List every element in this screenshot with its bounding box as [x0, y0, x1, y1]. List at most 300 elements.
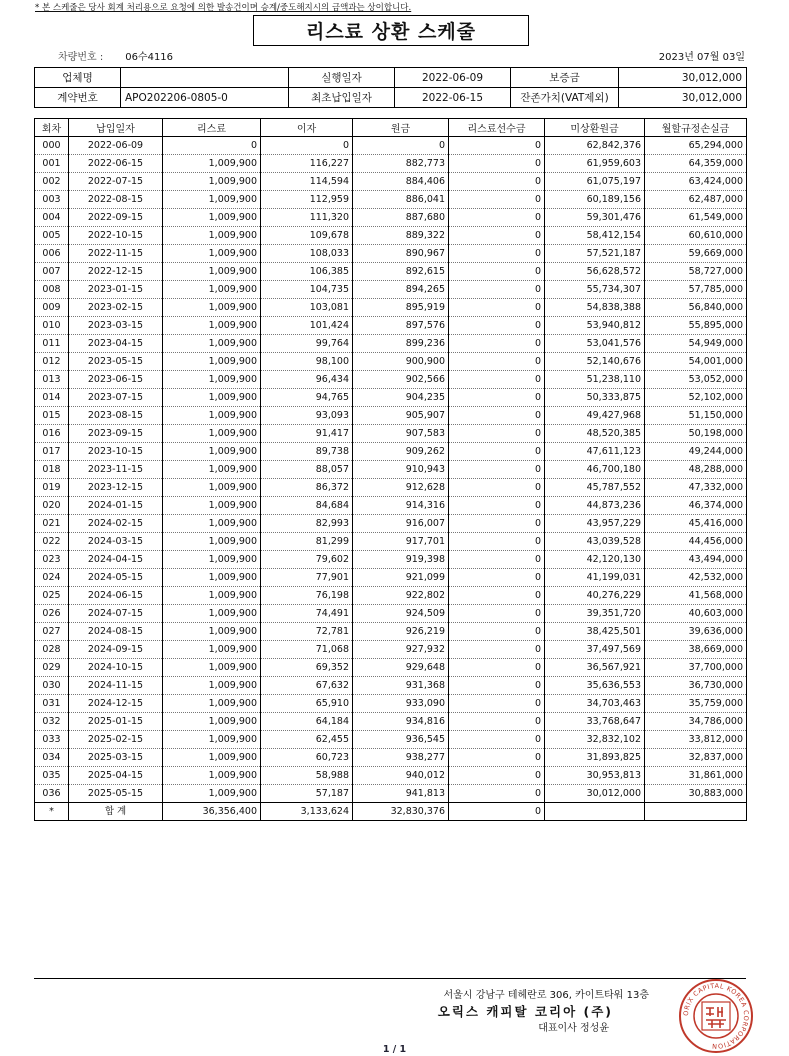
- cell-interest: 93,093: [261, 407, 353, 425]
- cell-unpaid: 59,301,476: [545, 209, 645, 227]
- table-row: [35, 731, 747, 749]
- cell-principal: 938,277: [353, 749, 449, 767]
- cell-principal: 934,816: [353, 713, 449, 731]
- table-row: [35, 695, 747, 713]
- cell-round: 022: [35, 533, 69, 551]
- cell-loss: 50,198,000: [645, 425, 747, 443]
- cell-loss: 45,416,000: [645, 515, 747, 533]
- page-number: 1 / 1: [382, 1044, 407, 1055]
- cell-pay-date: 2022-06-09: [69, 137, 163, 155]
- cell-round: 033: [35, 731, 69, 749]
- table-row: [35, 569, 747, 587]
- cell-advance: 0: [449, 461, 545, 479]
- cell-interest: 69,352: [261, 659, 353, 677]
- cell-lease-fee: 1,009,900: [163, 281, 261, 299]
- cell-interest: 99,764: [261, 335, 353, 353]
- cell-advance: 0: [449, 479, 545, 497]
- cell-advance: 0: [449, 497, 545, 515]
- cell-round: 032: [35, 713, 69, 731]
- cell-principal: 892,615: [353, 263, 449, 281]
- cell-loss: 35,759,000: [645, 695, 747, 713]
- table-row: [35, 641, 747, 659]
- cell-unpaid: 37,497,569: [545, 641, 645, 659]
- cell-principal: 900,900: [353, 353, 449, 371]
- cell-lease-fee: 1,009,900: [163, 497, 261, 515]
- cell-principal: 924,509: [353, 605, 449, 623]
- cell-interest: 104,735: [261, 281, 353, 299]
- residual-value: 30,012,000: [619, 88, 747, 108]
- cell-advance: 0: [449, 623, 545, 641]
- cell-round: 034: [35, 749, 69, 767]
- cell-lease-fee: 1,009,900: [163, 641, 261, 659]
- cell-round: 008: [35, 281, 69, 299]
- cell-unpaid: 30,012,000: [545, 785, 645, 803]
- cell-pay-date: 2025-03-15: [69, 749, 163, 767]
- cell-loss: 60,610,000: [645, 227, 747, 245]
- cell-loss: 33,812,000: [645, 731, 747, 749]
- cell-interest: 94,765: [261, 389, 353, 407]
- cell-interest: 96,434: [261, 371, 353, 389]
- table-row: [35, 713, 747, 731]
- cell-unpaid: 39,351,720: [545, 605, 645, 623]
- cell-principal: 907,583: [353, 425, 449, 443]
- cell-loss: 44,456,000: [645, 533, 747, 551]
- cell-advance: 0: [449, 371, 545, 389]
- cell-loss: 36,730,000: [645, 677, 747, 695]
- first-pay-label: 최초납입일자: [289, 88, 395, 108]
- cell-pay-date: 2024-11-15: [69, 677, 163, 695]
- cell-unpaid: 36,567,921: [545, 659, 645, 677]
- table-row: [35, 785, 747, 803]
- cell-unpaid: 57,521,187: [545, 245, 645, 263]
- ceo-name: 대표이사 정성윤: [538, 1023, 609, 1034]
- table-row: [35, 425, 747, 443]
- col-header-loss: 월할규정손실금: [645, 119, 747, 137]
- cell-pay-date: 2025-05-15: [69, 785, 163, 803]
- cell-advance: 0: [449, 659, 545, 677]
- cell-unpaid: 33,768,647: [545, 713, 645, 731]
- cell-unpaid: 32,832,102: [545, 731, 645, 749]
- cell-pay-date: 2024-12-15: [69, 695, 163, 713]
- cell-round: 003: [35, 191, 69, 209]
- cell-loss: 51,150,000: [645, 407, 747, 425]
- cell-advance: 0: [449, 281, 545, 299]
- cell-interest: 106,385: [261, 263, 353, 281]
- cell-lease-fee: 1,009,900: [163, 767, 261, 785]
- cell-pay-date: 2023-03-15: [69, 317, 163, 335]
- cell-interest: 89,738: [261, 443, 353, 461]
- cell-unpaid: 53,940,812: [545, 317, 645, 335]
- cell-lease-fee: 1,009,900: [163, 695, 261, 713]
- cell-principal: 927,932: [353, 641, 449, 659]
- cell-lease-fee: 1,009,900: [163, 263, 261, 281]
- cell-pay-date: 2025-02-15: [69, 731, 163, 749]
- cell-round: 006: [35, 245, 69, 263]
- cell-unpaid: 53,041,576: [545, 335, 645, 353]
- cell-lease-fee: 1,009,900: [163, 587, 261, 605]
- table-row: [35, 623, 747, 641]
- col-header-advance: 리스료선수금: [449, 119, 545, 137]
- cell-lease-fee: 1,009,900: [163, 461, 261, 479]
- cell-pay-date: 2023-07-15: [69, 389, 163, 407]
- col-header-principal: 원금: [353, 119, 449, 137]
- table-row: [35, 605, 747, 623]
- cell-pay-date: 2024-09-15: [69, 641, 163, 659]
- cell-unpaid: 56,628,572: [545, 263, 645, 281]
- cell-principal: 914,316: [353, 497, 449, 515]
- table-row: [35, 263, 747, 281]
- cell-round: 027: [35, 623, 69, 641]
- cell-interest: 71,068: [261, 641, 353, 659]
- cell-principal: 929,648: [353, 659, 449, 677]
- cell-principal: 936,545: [353, 731, 449, 749]
- cell-loss: 57,785,000: [645, 281, 747, 299]
- cell-principal: 889,322: [353, 227, 449, 245]
- table-row: [35, 137, 747, 155]
- cell-interest: 98,100: [261, 353, 353, 371]
- table-row: [35, 551, 747, 569]
- cell-loss: 65,294,000: [645, 137, 747, 155]
- company-address: 서울시 강남구 테헤란로 306, 카이트타워 13층: [443, 990, 649, 1001]
- cell-round: 016: [35, 425, 69, 443]
- cell-lease-fee: 1,009,900: [163, 155, 261, 173]
- cell-pay-date: 2023-08-15: [69, 407, 163, 425]
- schedule-table: [34, 118, 747, 821]
- cell-advance: 0: [449, 353, 545, 371]
- total-cell-principal: 32,830,376: [353, 803, 449, 821]
- cell-advance: 0: [449, 173, 545, 191]
- vehicle-number: [58, 48, 173, 63]
- cell-lease-fee: 1,009,900: [163, 191, 261, 209]
- cell-round: 011: [35, 335, 69, 353]
- cell-interest: 103,081: [261, 299, 353, 317]
- cell-principal: 919,398: [353, 551, 449, 569]
- cell-loss: 64,359,000: [645, 155, 747, 173]
- vehicle-value: 06수4116: [125, 52, 174, 63]
- cell-pay-date: 2024-05-15: [69, 569, 163, 587]
- cell-advance: 0: [449, 641, 545, 659]
- cell-round: 023: [35, 551, 69, 569]
- cell-interest: 88,057: [261, 461, 353, 479]
- cell-unpaid: 31,893,825: [545, 749, 645, 767]
- total-cell-pay-date: 합 계: [69, 803, 163, 821]
- cell-round: 026: [35, 605, 69, 623]
- cell-pay-date: 2023-10-15: [69, 443, 163, 461]
- cell-pay-date: 2024-02-15: [69, 515, 163, 533]
- cell-pay-date: 2023-02-15: [69, 299, 163, 317]
- cell-interest: 101,424: [261, 317, 353, 335]
- table-row: [35, 461, 747, 479]
- table-row: [35, 497, 747, 515]
- cell-loss: 63,424,000: [645, 173, 747, 191]
- col-header-pay-date: 납입일자: [69, 119, 163, 137]
- schedule-body: [35, 137, 747, 821]
- cell-pay-date: 2024-08-15: [69, 623, 163, 641]
- cell-unpaid: 40,276,229: [545, 587, 645, 605]
- cell-interest: 108,033: [261, 245, 353, 263]
- cell-pay-date: 2024-06-15: [69, 587, 163, 605]
- cell-lease-fee: 1,009,900: [163, 209, 261, 227]
- cell-round: 017: [35, 443, 69, 461]
- cell-pay-date: 2024-04-15: [69, 551, 163, 569]
- cell-unpaid: 50,333,875: [545, 389, 645, 407]
- col-header-lease-fee: 리스료: [163, 119, 261, 137]
- cell-interest: 60,723: [261, 749, 353, 767]
- table-row: [35, 443, 747, 461]
- table-row: [35, 533, 747, 551]
- contract-info-table: [34, 67, 747, 108]
- cell-interest: 67,632: [261, 677, 353, 695]
- cell-lease-fee: 1,009,900: [163, 353, 261, 371]
- cell-round: 010: [35, 317, 69, 335]
- cell-loss: 42,532,000: [645, 569, 747, 587]
- cell-pay-date: 2023-05-15: [69, 353, 163, 371]
- cell-unpaid: 51,238,110: [545, 371, 645, 389]
- cell-pay-date: 2022-08-15: [69, 191, 163, 209]
- cell-unpaid: 34,703,463: [545, 695, 645, 713]
- cell-round: 012: [35, 353, 69, 371]
- cell-advance: 0: [449, 263, 545, 281]
- cell-unpaid: 46,700,180: [545, 461, 645, 479]
- cell-interest: 81,299: [261, 533, 353, 551]
- cell-lease-fee: 1,009,900: [163, 317, 261, 335]
- cell-loss: 58,727,000: [645, 263, 747, 281]
- cell-lease-fee: 1,009,900: [163, 731, 261, 749]
- cell-interest: 0: [261, 137, 353, 155]
- cell-loss: 43,494,000: [645, 551, 747, 569]
- company-name: 오릭스 캐피탈 코리아 (주): [437, 1004, 613, 1019]
- cell-lease-fee: 1,009,900: [163, 677, 261, 695]
- cell-pay-date: 2024-07-15: [69, 605, 163, 623]
- cell-principal: 904,235: [353, 389, 449, 407]
- table-row: [35, 245, 747, 263]
- cell-principal: 931,368: [353, 677, 449, 695]
- cell-loss: 54,001,000: [645, 353, 747, 371]
- cell-principal: 902,566: [353, 371, 449, 389]
- cell-pay-date: 2022-06-15: [69, 155, 163, 173]
- cell-loss: 53,052,000: [645, 371, 747, 389]
- table-row: [35, 677, 747, 695]
- cell-lease-fee: 1,009,900: [163, 407, 261, 425]
- cell-interest: 111,320: [261, 209, 353, 227]
- table-row: [35, 389, 747, 407]
- col-header-interest: 이자: [261, 119, 353, 137]
- total-row: [35, 803, 747, 821]
- table-row: [35, 371, 747, 389]
- cell-principal: 940,012: [353, 767, 449, 785]
- cell-loss: 32,837,000: [645, 749, 747, 767]
- residual-label: 잔존가치(VAT제외): [511, 88, 619, 108]
- cell-principal: 909,262: [353, 443, 449, 461]
- cell-unpaid: 43,039,528: [545, 533, 645, 551]
- cell-loss: 48,288,000: [645, 461, 747, 479]
- cell-loss: 52,102,000: [645, 389, 747, 407]
- col-header-round: 회차: [35, 119, 69, 137]
- cell-pay-date: 2023-01-15: [69, 281, 163, 299]
- cell-loss: 38,669,000: [645, 641, 747, 659]
- cell-unpaid: 48,520,385: [545, 425, 645, 443]
- cell-pay-date: 2024-01-15: [69, 497, 163, 515]
- company-value: [121, 68, 289, 88]
- cell-interest: 116,227: [261, 155, 353, 173]
- table-row: [35, 209, 747, 227]
- cell-principal: 897,576: [353, 317, 449, 335]
- company-seal-icon: [678, 978, 754, 1054]
- table-row: [35, 407, 747, 425]
- cell-lease-fee: 1,009,900: [163, 443, 261, 461]
- deposit-label: 보증금: [511, 68, 619, 88]
- cell-unpaid: 47,611,123: [545, 443, 645, 461]
- cell-lease-fee: 1,009,900: [163, 479, 261, 497]
- cell-unpaid: 43,957,229: [545, 515, 645, 533]
- cell-unpaid: 54,838,388: [545, 299, 645, 317]
- cell-advance: 0: [449, 515, 545, 533]
- cell-principal: 905,907: [353, 407, 449, 425]
- cell-round: 020: [35, 497, 69, 515]
- cell-advance: 0: [449, 389, 545, 407]
- cell-lease-fee: 1,009,900: [163, 299, 261, 317]
- cell-advance: 0: [449, 767, 545, 785]
- cell-pay-date: 2025-01-15: [69, 713, 163, 731]
- table-row: [35, 173, 747, 191]
- cell-principal: 916,007: [353, 515, 449, 533]
- cell-round: 031: [35, 695, 69, 713]
- cell-principal: 890,967: [353, 245, 449, 263]
- cell-unpaid: 35,636,553: [545, 677, 645, 695]
- cell-advance: 0: [449, 299, 545, 317]
- cell-unpaid: 60,189,156: [545, 191, 645, 209]
- cell-loss: 39,636,000: [645, 623, 747, 641]
- cell-lease-fee: 1,009,900: [163, 551, 261, 569]
- info-row: [35, 88, 747, 108]
- cell-lease-fee: 0: [163, 137, 261, 155]
- table-row: [35, 659, 747, 677]
- cell-lease-fee: 1,009,900: [163, 173, 261, 191]
- cell-loss: 46,374,000: [645, 497, 747, 515]
- cell-interest: 112,959: [261, 191, 353, 209]
- cell-principal: 933,090: [353, 695, 449, 713]
- cell-pay-date: 2022-07-15: [69, 173, 163, 191]
- table-row: [35, 299, 747, 317]
- cell-loss: 61,549,000: [645, 209, 747, 227]
- cell-interest: 79,602: [261, 551, 353, 569]
- cell-unpaid: 42,120,130: [545, 551, 645, 569]
- cell-principal: 921,099: [353, 569, 449, 587]
- cell-advance: 0: [449, 317, 545, 335]
- col-header-unpaid: 미상환원금: [545, 119, 645, 137]
- cell-interest: 74,491: [261, 605, 353, 623]
- cell-round: 021: [35, 515, 69, 533]
- table-row: [35, 749, 747, 767]
- vehicle-label: 차량번호 :: [58, 52, 104, 63]
- cell-pay-date: 2025-04-15: [69, 767, 163, 785]
- cell-pay-date: 2023-04-15: [69, 335, 163, 353]
- cell-advance: 0: [449, 551, 545, 569]
- cell-loss: 47,332,000: [645, 479, 747, 497]
- cell-round: 036: [35, 785, 69, 803]
- cell-round: 028: [35, 641, 69, 659]
- cell-lease-fee: 1,009,900: [163, 227, 261, 245]
- cell-pay-date: 2022-10-15: [69, 227, 163, 245]
- cell-interest: 58,988: [261, 767, 353, 785]
- cell-loss: 40,603,000: [645, 605, 747, 623]
- cell-advance: 0: [449, 749, 545, 767]
- table-row: [35, 335, 747, 353]
- schedule-header-row: [35, 119, 747, 137]
- first-pay-value: 2022-06-15: [395, 88, 511, 108]
- cell-loss: 62,487,000: [645, 191, 747, 209]
- cell-round: 019: [35, 479, 69, 497]
- cell-advance: 0: [449, 209, 545, 227]
- table-row: [35, 191, 747, 209]
- cell-lease-fee: 1,009,900: [163, 749, 261, 767]
- page-title: 리스료 상환 스케줄: [253, 15, 529, 46]
- cell-interest: 57,187: [261, 785, 353, 803]
- cell-advance: 0: [449, 227, 545, 245]
- cell-pay-date: 2023-06-15: [69, 371, 163, 389]
- cell-round: 029: [35, 659, 69, 677]
- cell-advance: 0: [449, 191, 545, 209]
- cell-round: 002: [35, 173, 69, 191]
- cell-advance: 0: [449, 245, 545, 263]
- cell-advance: 0: [449, 137, 545, 155]
- cell-loss: 59,669,000: [645, 245, 747, 263]
- cell-round: 004: [35, 209, 69, 227]
- notice-text: * 본 스케줄은 당사 회계 처리용으로 요청에 의한 발송건이며 승계/중도해지시의 금액과는 상이합니다.: [35, 3, 412, 13]
- cell-unpaid: 30,953,813: [545, 767, 645, 785]
- table-row: [35, 767, 747, 785]
- cell-loss: 37,700,000: [645, 659, 747, 677]
- info-row: [35, 68, 747, 88]
- table-row: [35, 227, 747, 245]
- cell-advance: 0: [449, 731, 545, 749]
- cell-advance: 0: [449, 713, 545, 731]
- cell-interest: 77,901: [261, 569, 353, 587]
- total-cell-interest: 3,133,624: [261, 803, 353, 821]
- cell-advance: 0: [449, 533, 545, 551]
- table-row: [35, 353, 747, 371]
- cell-round: 013: [35, 371, 69, 389]
- cell-pay-date: 2023-12-15: [69, 479, 163, 497]
- cell-unpaid: 41,199,031: [545, 569, 645, 587]
- cell-interest: 82,993: [261, 515, 353, 533]
- issue-date: 2023년 07월 03일: [658, 52, 745, 63]
- cell-principal: 894,265: [353, 281, 449, 299]
- cell-advance: 0: [449, 407, 545, 425]
- cell-interest: 62,455: [261, 731, 353, 749]
- cell-unpaid: 44,873,236: [545, 497, 645, 515]
- cell-unpaid: 61,075,197: [545, 173, 645, 191]
- cell-round: 007: [35, 263, 69, 281]
- cell-loss: 31,861,000: [645, 767, 747, 785]
- cell-loss: 34,786,000: [645, 713, 747, 731]
- cell-round: 035: [35, 767, 69, 785]
- cell-loss: 41,568,000: [645, 587, 747, 605]
- cell-unpaid: 61,959,603: [545, 155, 645, 173]
- cell-unpaid: 38,425,501: [545, 623, 645, 641]
- cell-loss: 54,949,000: [645, 335, 747, 353]
- cell-lease-fee: 1,009,900: [163, 713, 261, 731]
- contract-label: 계약번호: [35, 88, 121, 108]
- cell-principal: 941,813: [353, 785, 449, 803]
- cell-lease-fee: 1,009,900: [163, 605, 261, 623]
- total-cell-loss: [645, 803, 747, 821]
- cell-principal: 884,406: [353, 173, 449, 191]
- cell-round: 018: [35, 461, 69, 479]
- cell-pay-date: 2024-03-15: [69, 533, 163, 551]
- cell-advance: 0: [449, 569, 545, 587]
- cell-loss: 49,244,000: [645, 443, 747, 461]
